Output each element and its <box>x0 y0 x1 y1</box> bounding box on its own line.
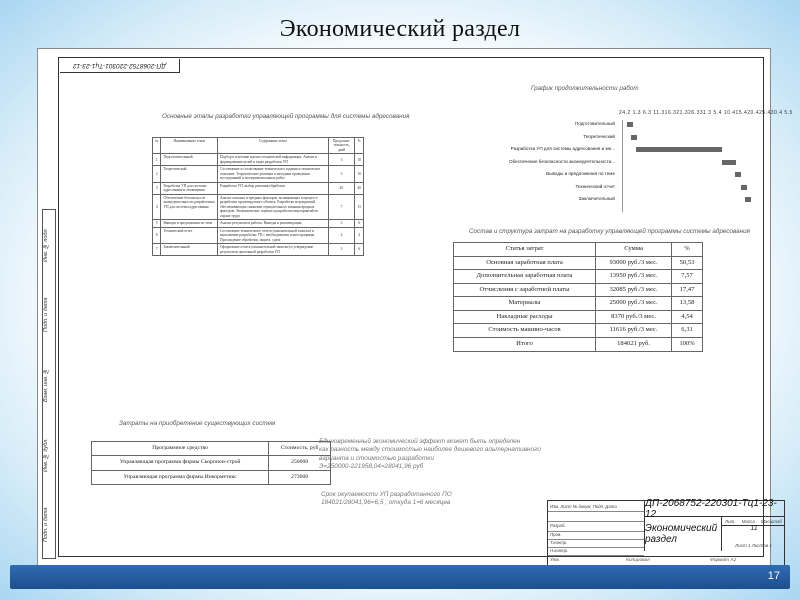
stages-row <box>153 244 364 256</box>
column-header: Продолжи-тельность, дней <box>328 138 355 154</box>
stages-row <box>153 166 364 182</box>
table-cell: 4,54 <box>672 310 703 324</box>
table-cell: 7,57 <box>672 270 703 284</box>
top-left-code: ДП-2068752-220301-Тц1-23-12 <box>60 59 180 73</box>
table-cell: 8370 руб./3 мес. <box>596 310 672 324</box>
gantt-bar <box>627 122 633 127</box>
effect-note <box>319 438 541 472</box>
stages-row <box>153 220 364 227</box>
table-cell: 13,58 <box>672 297 703 311</box>
table-cell: Обеспечение безопасности жизнедеятельности разработчика УП для системы адресования <box>161 194 218 219</box>
table-cell: Составление и согласование технического задания и техническое описание. Теоретические решения и методики проведения исследований и экспериментальных работ <box>217 166 328 182</box>
stages-row <box>153 194 364 219</box>
column-header: % <box>672 243 703 257</box>
column-header: Содержание этапа <box>217 138 328 154</box>
gantt-task-label: Технический отчет <box>575 183 615 189</box>
column-header: Статья затрат <box>454 243 596 257</box>
table-cell: 11616 руб./3 мес. <box>596 324 672 338</box>
table-cell: 32085 руб./3 мес. <box>596 283 672 297</box>
gantt-bar <box>636 147 722 152</box>
payback-note-line: 184021/28041,96=6,5 , откуда 1=6 месяцев <box>321 499 451 507</box>
side-strip <box>42 209 56 559</box>
gantt-heading: График продолжительности работ <box>531 85 639 92</box>
title-block-sheet: 11 <box>750 525 758 532</box>
column-header: Программное средство <box>92 442 269 456</box>
table-cell: 17,47 <box>672 283 703 297</box>
stages-row <box>153 154 364 166</box>
page-number: 17 <box>767 570 780 582</box>
table-cell: Стоимость машино-часов <box>454 324 596 338</box>
tb-row-label: Пров. <box>550 532 562 537</box>
table-cell: Управляющая программа фирмы Инкорметикс <box>92 470 269 484</box>
gantt-bar <box>735 172 741 177</box>
gantt-task-label: Подготовительный <box>574 121 615 126</box>
table-cell: 3 <box>328 166 355 182</box>
table-cell: 10 <box>355 166 364 182</box>
stages-row <box>153 182 364 194</box>
title-block-name: Экономический раздел <box>644 517 722 551</box>
costs-row <box>454 256 703 270</box>
stages-table <box>152 137 364 256</box>
bottom-bar <box>10 565 790 589</box>
gantt-task-label: Выводы и предложения по теме <box>546 171 615 176</box>
tb-row-label: Т.контр. <box>550 540 568 545</box>
table-cell: 273000 <box>269 470 331 484</box>
side-label: Взам. инв. № <box>43 367 49 403</box>
table-cell: Итого <box>454 337 596 351</box>
table-cell: Разработка УП для системы адресования и оповещения <box>161 182 218 194</box>
table-cell: Подготовительный <box>161 154 218 166</box>
costs-row <box>454 297 703 311</box>
table-cell: Основная заработная плата <box>454 256 596 270</box>
table-cell: 15 <box>355 194 364 219</box>
software-row <box>92 456 331 470</box>
software-heading: Затраты на приобретение существующих систем <box>119 420 276 427</box>
column-header: № <box>153 138 161 154</box>
table-cell: Накладные расходы <box>454 310 596 324</box>
table-cell: 3 <box>328 220 355 227</box>
table-cell: 13950 руб./3 мес. <box>596 270 672 284</box>
table-cell: 6 <box>355 244 364 256</box>
table-cell: 250000 <box>269 456 331 470</box>
costs-row <box>454 324 703 338</box>
table-cell: Теоретический <box>161 166 218 182</box>
gantt-bar <box>631 135 637 140</box>
payback-note <box>321 491 452 508</box>
column-header: Сумма <box>596 243 672 257</box>
stages-heading: Основные этапы разработки управляющей программы для системы адресования <box>162 113 410 120</box>
column-header: % <box>355 138 364 154</box>
costs-row <box>454 283 703 297</box>
gantt-bar <box>745 197 751 202</box>
side-label: Инв. № дубл. <box>43 438 49 472</box>
costs-row <box>454 270 703 284</box>
table-cell: 40 <box>355 182 364 194</box>
side-label: Подп. и дата <box>43 297 49 333</box>
software-table <box>91 441 331 485</box>
table-cell: Материалы <box>454 297 596 311</box>
tb-row-label: Изм. Лист № докум. Подп. Дата <box>550 504 617 509</box>
table-cell: Технический отчет <box>161 227 218 243</box>
gantt-task-label: Обеспечение безопасности жизнедеятельности... <box>509 158 615 164</box>
effect-note-line: Э=250000-221958,04=28041,96 руб <box>319 463 424 471</box>
table-cell: 6 <box>153 227 161 243</box>
gantt-bar <box>722 160 737 165</box>
org-label: Копировал <box>626 558 650 563</box>
costs-heading: Состав и структура затрат на разработку управляющей программы системы адресования <box>469 228 750 235</box>
tb-row-label: Разраб. <box>550 523 566 528</box>
effect-note-line: как разность между стоимостью наиболее дешевого альтернативного <box>319 446 541 454</box>
table-cell: Разработка УП, выбор решения обработки <box>217 182 328 194</box>
table-cell: 6 <box>355 220 364 227</box>
payback-note-line: Срок окупаемости УП разработанного ПО <box>321 491 452 498</box>
table-cell: 4 <box>355 227 364 243</box>
table-cell: Оформление отчета (пояснительной записки) и утверждение результатов дипломной разработки УП <box>217 244 328 256</box>
table-cell: 1 <box>153 154 161 166</box>
effect-note-line: Единовременный экономический эффект может быть определен <box>319 438 521 445</box>
table-cell: 2 <box>153 166 161 182</box>
table-cell: 6,31 <box>672 324 703 338</box>
table-cell: 5 <box>153 220 161 227</box>
table-cell: 25000 руб./3 мес. <box>596 297 672 311</box>
effect-note-line: варианта и стоимостью разработки <box>319 454 434 462</box>
table-cell: 4 <box>153 194 161 219</box>
table-cell: 3 <box>328 154 355 166</box>
table-cell: Заключительный <box>161 244 218 256</box>
gantt-axis: 24.2 1.3 6.3 11.316.321.326.331.3 5.4 10.415.420.425.430.4 5.5 <box>619 110 793 116</box>
costs-row <box>454 310 703 324</box>
column-header: Наименование этапа <box>161 138 218 154</box>
title-block-sheet-info: Лист 1 Листов 1 <box>735 543 772 548</box>
side-label: Подп. и дата <box>43 507 49 543</box>
stages-row <box>153 227 364 243</box>
table-cell: 100% <box>672 337 703 351</box>
gantt-task-label: Заключительный <box>578 196 615 201</box>
table-cell: Отчисления с заработной платы <box>454 283 596 297</box>
costs-table <box>453 242 703 352</box>
table-cell: Составление технического отчета (пояснительной записки) и выполнение разработки УП с необходимыми иллюстрациями. Прохождение обработки, защита, сдача <box>217 227 328 243</box>
table-cell: 3 <box>153 182 161 194</box>
gantt-chart <box>483 108 793 218</box>
title-block <box>547 497 785 566</box>
table-cell: 10 <box>355 154 364 166</box>
table-cell: 50,53 <box>672 256 703 270</box>
table-cell: 40 <box>328 182 355 194</box>
software-row <box>92 470 331 484</box>
table-cell: 184021 руб. <box>596 337 672 351</box>
table-cell: Дополнительная заработная плата <box>454 270 596 284</box>
table-cell: 7 <box>153 244 161 256</box>
table-cell: 2 <box>328 227 355 243</box>
title-block-letters: Лит. Масса Масштаб <box>722 517 785 526</box>
slide-title: Экономический раздел <box>279 16 521 42</box>
table-cell: Управляющая программа фирмы Скорпион-строй <box>92 456 269 470</box>
table-cell: Анализ результатов работы. Выводы и рекомендации <box>217 220 328 227</box>
column-header: Стоимость, руб <box>269 442 331 456</box>
tb-row-label: Н.контр. <box>550 548 569 553</box>
costs-row <box>454 337 703 351</box>
table-cell: 7 <box>328 194 355 219</box>
gantt-task-label: Разработка УП для системы адресования и ме... <box>510 146 615 151</box>
table-cell: Подбор и изучение научно-технической информации. Анализ и формирование целей и задач разработки УП <box>217 154 328 166</box>
table-cell: 93000 руб./3 мес. <box>596 256 672 270</box>
table-cell: Выводы и предложения по теме <box>161 220 218 227</box>
gantt-task-label: Теоретический <box>583 133 615 139</box>
format-label: Формат А2 <box>710 558 737 563</box>
table-cell: Анализ опасных и вредных факторов, возникающих в процессе разработки проектируемого объекта. Разработка мероприятий, обеспечивающих снижение отрицательного влияния вредных факторов. Экономические оценки и разработки мероприятий по охране труда <box>217 194 328 219</box>
table-cell: 3 <box>328 244 355 256</box>
title-block-code: ДП-2068752-220301-Тц1-23-12 <box>644 501 785 517</box>
gantt-bar <box>741 185 747 190</box>
side-label: Инв. № подл. <box>43 227 49 263</box>
tb-row-label: Утв. <box>550 557 560 562</box>
drawing-sheet <box>37 48 793 568</box>
